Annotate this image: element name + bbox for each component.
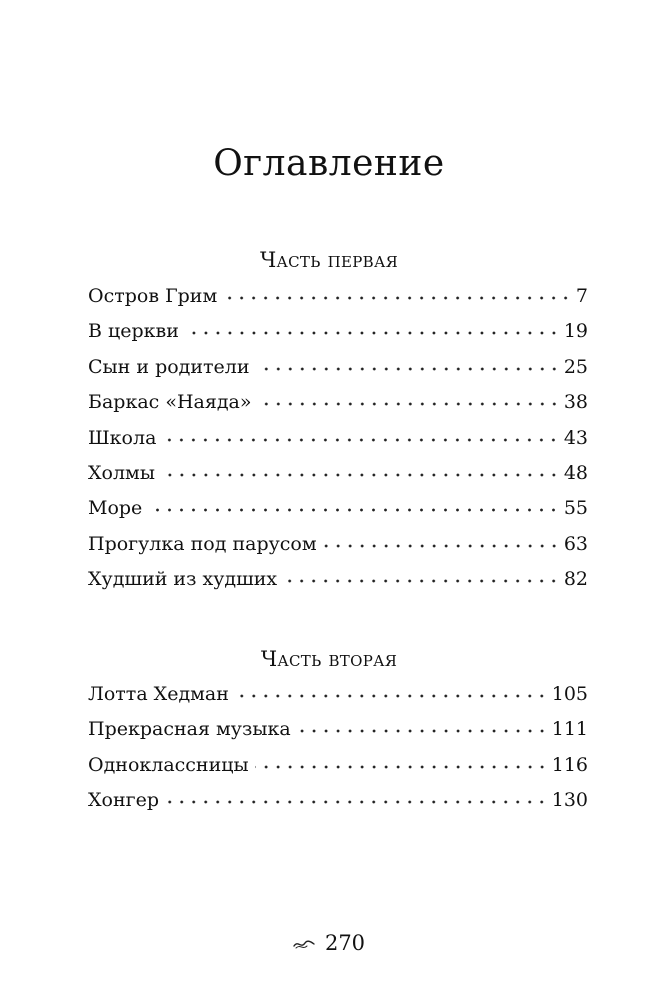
swash-ornament-icon [293, 936, 315, 950]
toc-entry-page: 19 [563, 320, 588, 343]
toc-entry-title: Прогулка под парусом [88, 532, 317, 555]
dot-leader [162, 437, 559, 443]
dot-leader [283, 578, 560, 584]
dot-leader [256, 366, 560, 372]
toc-entry-page: 38 [563, 391, 588, 414]
toc-entry-page: 105 [551, 683, 588, 705]
toc-entry-title: Лотта Хедман [88, 683, 229, 705]
dot-leader [165, 799, 548, 805]
page-number: 270 [324, 931, 366, 955]
toc-entry[interactable] [88, 317, 588, 352]
toc-entry[interactable] [88, 680, 588, 715]
toc-entry-page: 25 [563, 355, 588, 378]
toc-entry[interactable] [88, 353, 588, 388]
toc-entry-page: 111 [551, 718, 588, 741]
toc-entry[interactable] [88, 459, 588, 494]
toc-entry-title: Хонгер [88, 789, 159, 812]
toc-entry[interactable] [88, 751, 588, 786]
toc-entry-title: Худший из худших [88, 568, 278, 591]
toc-entry[interactable] [88, 786, 588, 821]
toc-entry-title: Одноклассницы [88, 753, 249, 776]
toc-entry-title: Прекрасная музыка [88, 718, 291, 741]
toc-entry-title: Сын и родители [88, 355, 250, 378]
toc-entry-title: Остров Грим [88, 285, 218, 307]
dot-leader [148, 507, 560, 513]
dot-leader [235, 693, 548, 699]
part-heading-first: Часть первая [259, 248, 399, 272]
toc-entry-page: 7 [575, 285, 588, 307]
toc-entry[interactable] [88, 424, 588, 459]
toc-entry-page: 116 [551, 753, 588, 776]
toc-entry[interactable] [88, 715, 588, 750]
toc-entry[interactable] [88, 565, 588, 600]
page-title: Оглавление [213, 143, 445, 184]
dot-leader [297, 728, 548, 734]
toc-entry[interactable] [88, 530, 588, 565]
toc-entry-title: Холмы [88, 461, 155, 484]
dot-leader [255, 764, 548, 770]
toc-entry-title: В церкви [88, 320, 179, 343]
toc-entry-title: Баркас «Наяда» [88, 391, 252, 414]
toc-entry-page: 43 [563, 426, 588, 449]
toc-entry[interactable] [88, 388, 588, 423]
toc-entry-page: 130 [551, 789, 588, 812]
toc-entry[interactable] [88, 494, 588, 529]
dot-leader [323, 543, 560, 549]
toc-list-part-two [88, 680, 588, 822]
toc-entry-page: 48 [563, 461, 588, 484]
toc-entry-page: 55 [563, 497, 588, 520]
page-footer [0, 930, 658, 956]
dot-leader [258, 401, 560, 407]
toc-list-part-one [88, 282, 588, 601]
toc-entry-title: Море [88, 497, 143, 520]
part-heading-second: Часть вторая [260, 647, 398, 671]
toc-entry-title: Школа [88, 426, 157, 449]
toc-entry-page: 63 [563, 532, 588, 555]
toc-entry-page: 82 [563, 568, 588, 591]
dot-leader [185, 330, 560, 336]
toc-entry[interactable] [88, 282, 588, 317]
dot-leader [223, 295, 572, 301]
dot-leader [161, 472, 560, 478]
